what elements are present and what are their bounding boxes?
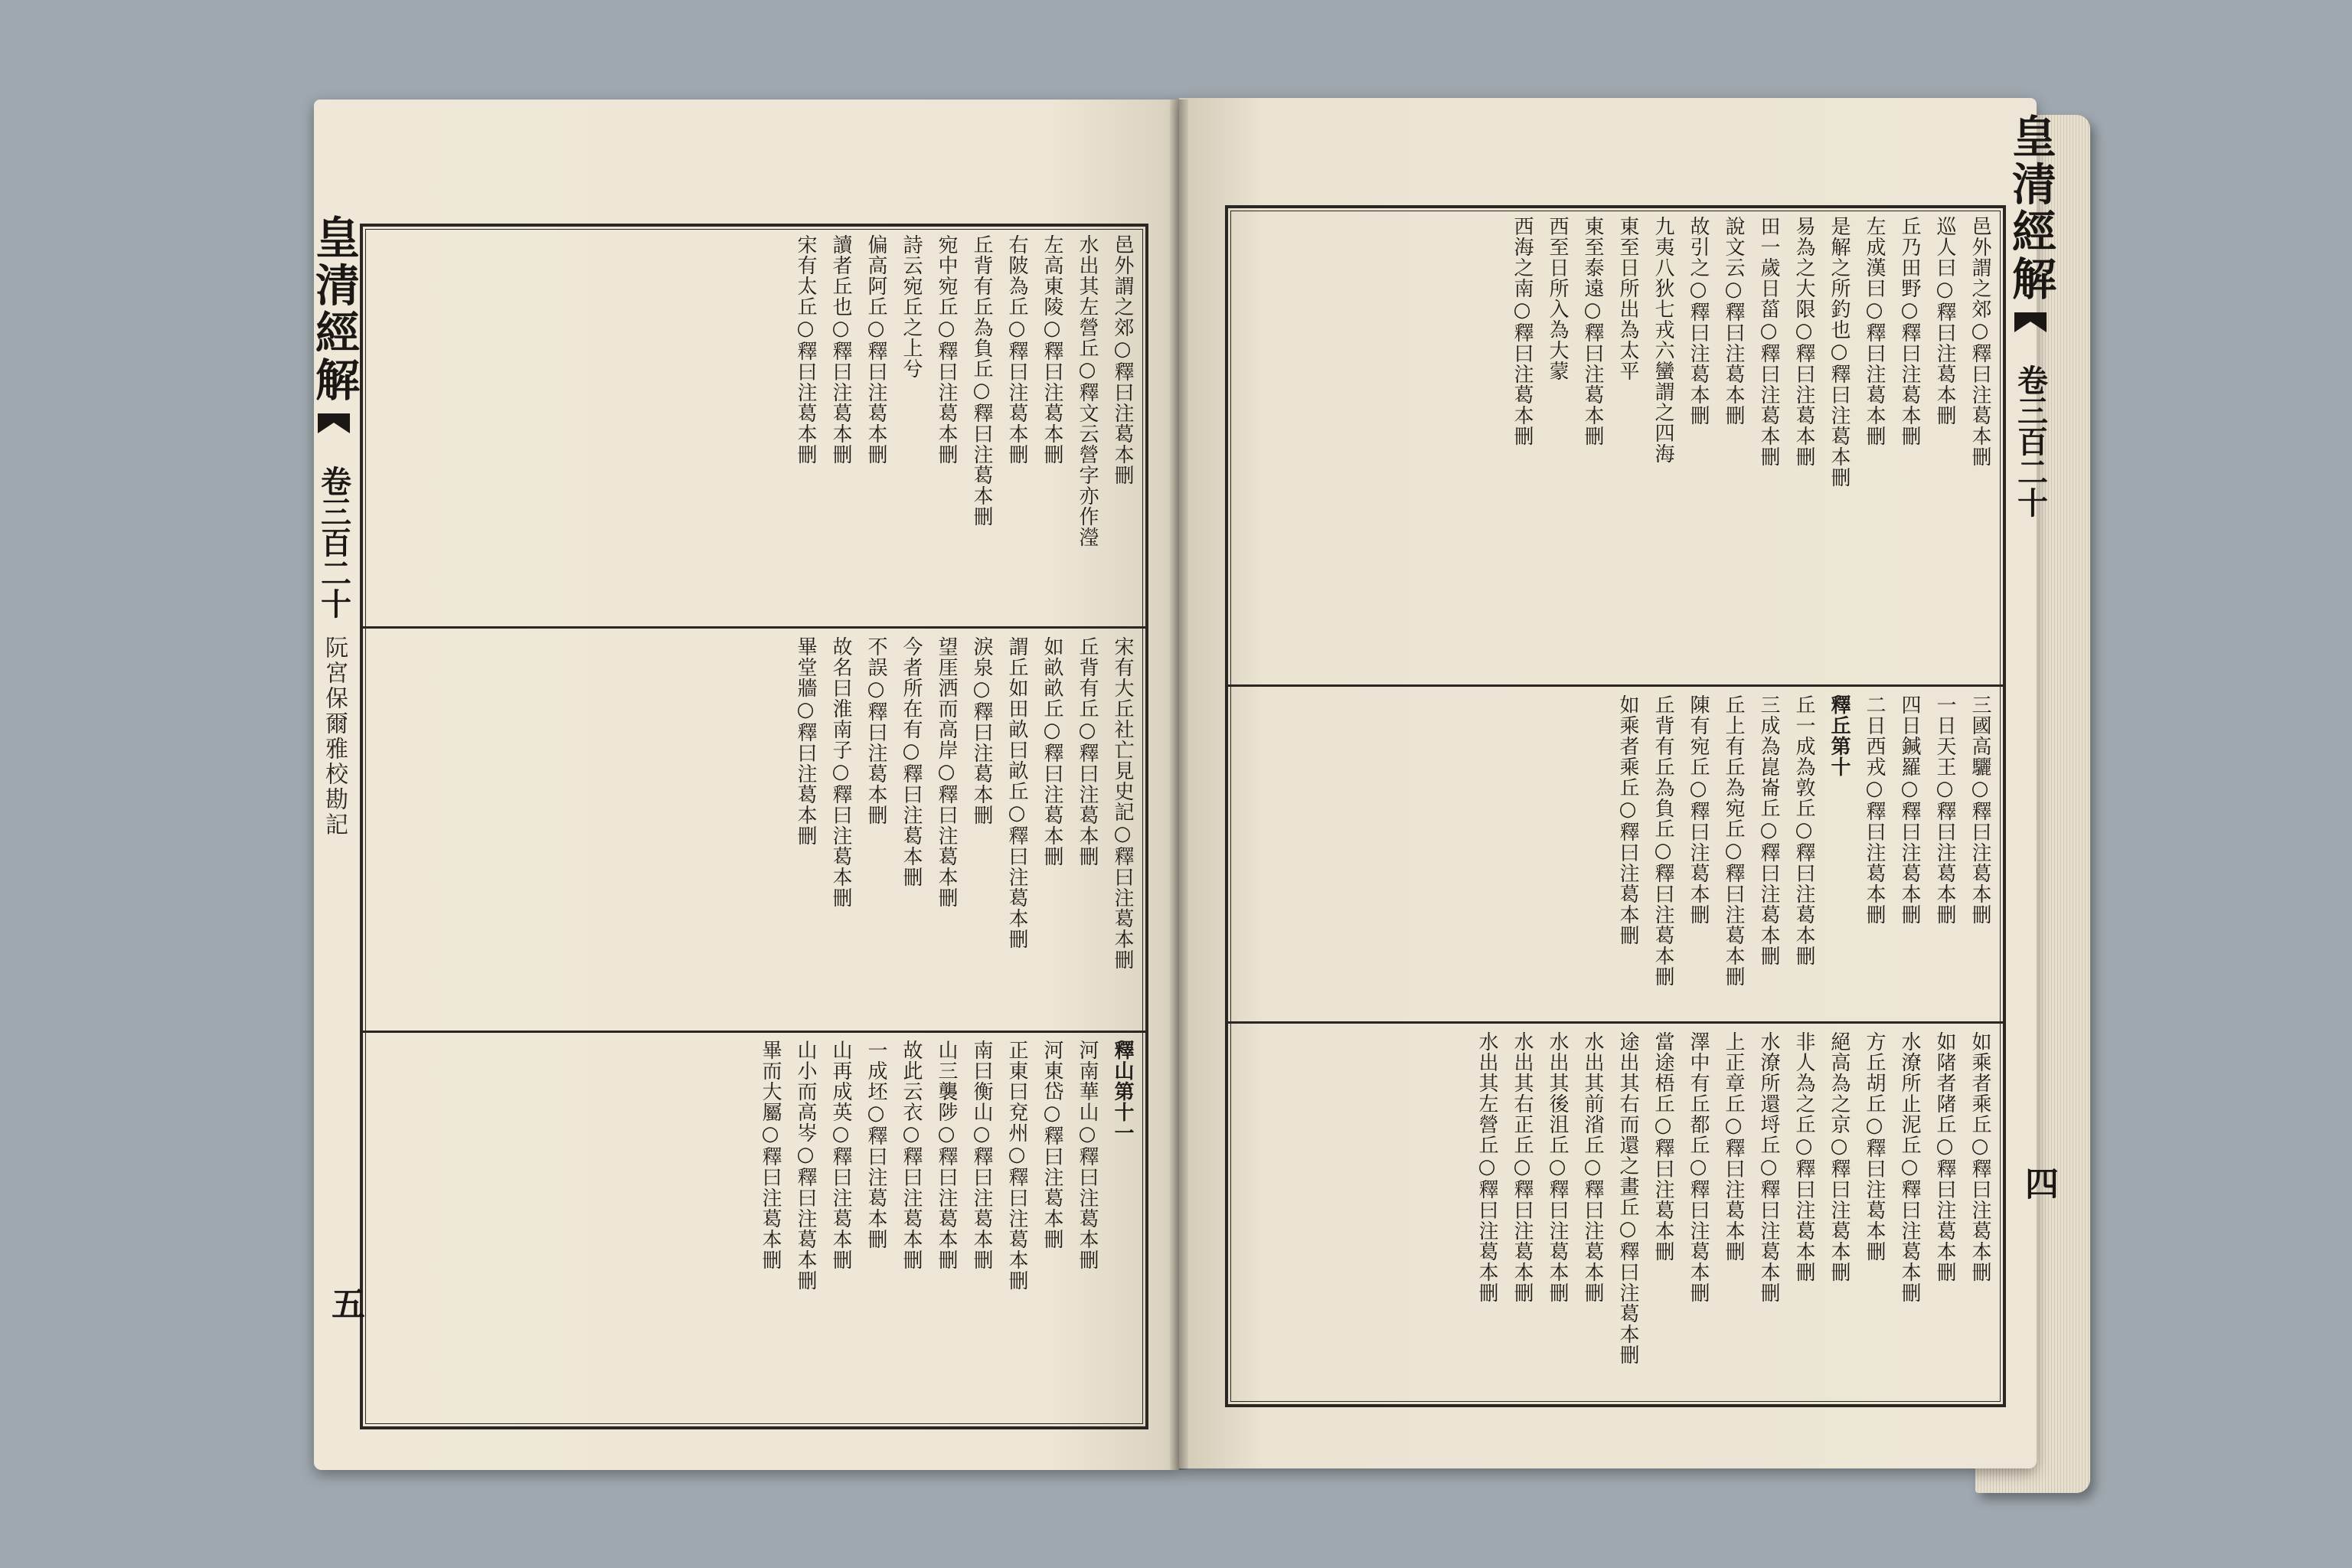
text-column: 當途梧丘○釋曰注葛本刪	[1651, 1031, 1674, 1262]
text-column: 謂丘如田畝曰畝丘○釋曰注葛本刪	[1005, 636, 1028, 949]
register-divider	[363, 626, 1145, 629]
text-column: 西至日所入為大蒙	[1546, 216, 1569, 381]
text-column: 畢堂牆○釋曰注葛本刪	[794, 636, 817, 846]
text-column: 水出其左營丘○釋文云營字亦作瀅	[1076, 234, 1099, 547]
left-register-2	[371, 636, 1138, 1019]
text-column: 方丘胡丘○釋曰注葛本刪	[1863, 1031, 1886, 1262]
text-column: 望厓洒而高岸○釋曰注葛本刪	[935, 636, 958, 908]
text-column: 河東岱○釋曰注葛本刪	[1040, 1040, 1063, 1250]
text-column: 如陼者陼丘○釋曰注葛本刪	[1933, 1031, 1956, 1282]
text-column: 途出其右而還之畫丘○釋曰注葛本刪	[1616, 1031, 1639, 1365]
text-column: 淚泉○釋曰注葛本刪	[970, 636, 993, 825]
left-folio-number: 五	[325, 1286, 364, 1320]
left-register-3	[371, 1040, 1138, 1415]
volume-label: 卷三百二十	[2012, 364, 2049, 518]
text-column: 水潦所還埒丘○釋曰注葛本刪	[1757, 1031, 1780, 1303]
text-column: 丘背有丘○釋曰注葛本刪	[1076, 636, 1099, 867]
text-column: 三國高驪○釋曰注葛本刪	[1968, 694, 1991, 925]
text-column: 宋有太丘○釋曰注葛本刪	[794, 234, 817, 465]
text-column: 丘背有丘為負丘○釋曰注葛本刪	[970, 234, 993, 527]
text-column: 非人為之丘○釋曰注葛本刪	[1792, 1031, 1815, 1282]
text-column: 水出其左營丘○釋曰注葛本刪	[1475, 1031, 1498, 1303]
text-column: 河南華山○釋曰注葛本刪	[1076, 1040, 1099, 1270]
text-column: 水出其後沮丘○釋曰注葛本刪	[1546, 1031, 1569, 1303]
fishtail-mark-icon	[2014, 312, 2047, 332]
text-column: 宋有大丘社亡見史記○釋曰注葛本刪	[1111, 636, 1134, 970]
text-column: 左高東陵○釋曰注葛本刪	[1040, 234, 1063, 465]
left-page-margin	[308, 214, 360, 1420]
text-column: 水出其前渻丘○釋曰注葛本刪	[1581, 1031, 1604, 1303]
work-subtitle: 阮宮保爾雅校勘記	[321, 635, 348, 838]
right-register-1	[1236, 216, 1995, 675]
text-column: 丘乃田野○釋曰注葛本刪	[1898, 216, 1921, 446]
text-column: 東至泰遠○釋曰注葛本刪	[1581, 216, 1604, 446]
text-column: 故引之○釋曰注葛本刪	[1687, 216, 1710, 426]
text-column: 偏高阿丘○釋曰注葛本刪	[864, 234, 887, 465]
text-column: 邑外謂之郊○釋曰注葛本刪	[1111, 234, 1134, 485]
text-column: 讀者丘也○釋曰注葛本刪	[829, 234, 852, 465]
text-column: 山三襲陟○釋曰注葛本刪	[935, 1040, 958, 1270]
text-column: 說文云○釋曰注葛本刪	[1722, 216, 1745, 426]
text-column: 四日鍼羅○釋曰注葛本刪	[1898, 694, 1921, 925]
text-column: 陳有宛丘○釋曰注葛本刪	[1687, 694, 1710, 925]
text-column: 右陂為丘○釋曰注葛本刪	[1005, 234, 1028, 465]
text-column: 二日西戎○釋曰注葛本刪	[1863, 694, 1886, 925]
book-gutter	[1170, 100, 1188, 1470]
right-folio-number: 四	[2019, 1166, 2058, 1200]
text-column: 如乘者乘丘○釋曰注葛本刪	[1968, 1031, 1991, 1282]
text-column: 不誤○釋曰注葛本刪	[864, 636, 887, 825]
register-divider	[1228, 1021, 2003, 1024]
text-column: 一成坯○釋曰注葛本刪	[864, 1040, 887, 1250]
text-column: 上正章丘○釋曰注葛本刪	[1722, 1031, 1745, 1262]
volume-label: 卷三百二十	[315, 466, 352, 619]
series-title: 皇清經解	[2004, 113, 2056, 303]
text-column: 故此云衣○釋曰注葛本刪	[900, 1040, 923, 1270]
text-column: 一日天王○釋曰注葛本刪	[1933, 694, 1956, 925]
text-column: 詩云宛丘之上兮	[900, 234, 923, 379]
register-divider	[363, 1031, 1145, 1033]
text-column: 山再成英○釋曰注葛本刪	[829, 1040, 852, 1270]
text-column: 今者所在有○釋曰注葛本刪	[900, 636, 923, 887]
text-column: 邑外謂之郊○釋曰注葛本刪	[1968, 216, 1991, 467]
text-column: 如乘者乘丘○釋曰注葛本刪	[1616, 694, 1639, 946]
text-column: 釋山第十一	[1111, 1040, 1134, 1143]
text-column: 宛中宛丘○釋曰注葛本刪	[935, 234, 958, 465]
text-column: 畢而大屬○釋曰注葛本刪	[759, 1040, 782, 1270]
text-column: 絕高為之京○釋曰注葛本刪	[1828, 1031, 1851, 1282]
text-column: 東至日所出為太平	[1616, 216, 1639, 381]
right-page	[1179, 98, 2058, 1468]
left-page	[308, 100, 1179, 1470]
fishtail-mark-icon	[318, 413, 350, 433]
text-column: 左成漢曰○釋曰注葛本刪	[1863, 216, 1886, 446]
text-column: 巡人曰○釋曰注葛本刪	[1933, 216, 1956, 426]
text-column: 水潦所止泥丘○釋曰注葛本刪	[1898, 1031, 1921, 1303]
register-divider	[1228, 684, 2003, 687]
text-column: 正東曰兗州○釋曰注葛本刪	[1005, 1040, 1028, 1291]
text-column: 釋丘第十	[1828, 694, 1851, 777]
text-column: 如畝畝丘○釋曰注葛本刪	[1040, 636, 1063, 867]
text-column: 丘上有丘為宛丘○釋曰注葛本刪	[1722, 694, 1745, 987]
text-column: 丘背有丘為負丘○釋曰注葛本刪	[1651, 694, 1674, 987]
text-column: 水出其右正丘○釋曰注葛本刪	[1511, 1031, 1534, 1303]
text-column: 故名曰淮南子○釋曰注葛本刪	[829, 636, 852, 908]
left-register-1	[371, 234, 1138, 617]
right-page-margin	[2004, 113, 2056, 1319]
right-text-frame	[1225, 205, 2006, 1407]
text-column: 山小而高岑○釋曰注葛本刪	[794, 1040, 817, 1291]
text-column: 南曰衡山○釋曰注葛本刪	[970, 1040, 993, 1270]
series-title: 皇清經解	[308, 214, 360, 404]
text-column: 西海之南○釋曰注葛本刪	[1511, 216, 1534, 446]
text-column: 九夷八狄七戎六蠻謂之四海	[1651, 216, 1674, 464]
text-column: 澤中有丘都丘○釋曰注葛本刪	[1687, 1031, 1710, 1303]
right-register-2	[1236, 694, 1995, 1012]
text-column: 丘一成為敦丘○釋曰注葛本刪	[1792, 694, 1815, 966]
text-column: 田一歲日菑○釋曰注葛本刪	[1757, 216, 1780, 467]
text-column: 是解之所釣也○釋曰注葛本刪	[1828, 216, 1851, 488]
right-register-3	[1236, 1031, 1995, 1399]
left-text-frame	[360, 224, 1148, 1429]
text-column: 易為之大限○釋曰注葛本刪	[1792, 216, 1815, 467]
text-column: 三成為崑崙丘○釋曰注葛本刪	[1757, 694, 1780, 966]
